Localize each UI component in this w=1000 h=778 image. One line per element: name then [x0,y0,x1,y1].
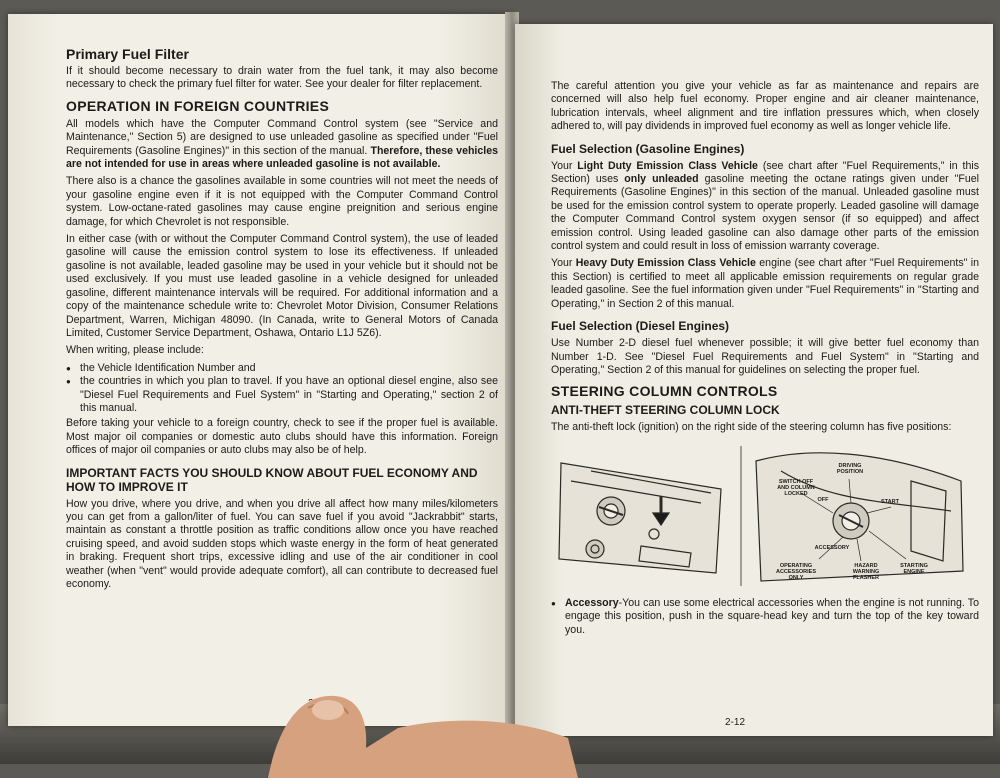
heavy-duty-text-c: engine (see chart after "Fuel Requirements" in this Section) is certified to meet all applicable emission requirements on regular grade leaded gasoline. See the fuel information given under "Fuel Requirements" in "Starting and Operating," in Section 2 of this manual. [551,257,979,310]
important-facts-heading: IMPORTANT FACTS YOU SHOULD KNOW ABOUT FUEL ECONOMY AND HOW TO IMPROVE IT [66,465,478,494]
label-start: START [881,498,899,505]
light-duty-bold-class: Light Duty Emission Class Vehicle [577,159,758,172]
hand-photo [248,688,578,778]
right-page [515,24,993,736]
heavy-duty-paragraph [551,257,979,311]
heavy-duty-text-a: Your [551,257,573,270]
ignition-lock-illustration [551,441,971,591]
foreign-countries-paragraph-4: When writing, please include: [66,344,204,357]
foreign-countries-paragraph-2: There also is a chance the gasolines available in some countries will not meet the needs of your gasoline engine even if it is not equipped with the Computer Command Control system. Low-octane-rated gasolines may cause engine preignition and serious engine damage, for which Chevrolet is not responsible. [66,175,498,228]
label-accessory: ACCESSORY [814,544,850,551]
heavy-duty-bold-class: Heavy Duty Emission Class Vehicle [575,257,756,270]
label-starting-engine: STARTING ENGINE [900,562,928,575]
left-page [8,14,513,726]
left-page-content [66,46,498,595]
right-page-number: 2-12 [725,717,746,728]
light-duty-text-d: gasoline meeting the octane ratings given under "Fuel Requirements (Gasoline Engines)" in this section of the manual. Unleaded gasoline must be used for the emission control system to operate properly. Leaded gasoline will damage the Computer Command Control system oxygen sensor (if so equipped) and affect emission control. Using leaded gasoline can also damage other parts of the emission control system and could result in loss of emission warranty coverage. [551,173,980,253]
label-driving-position: DRIVING POSITION [836,462,864,475]
maintenance-intro: The careful attention you give your vehicle as far as maintenance and repairs are concerned will also help fuel economy. Proper engine and air cleaner maintenance, lubrication intervals, wheel alignment and tire inflation pressures which, when closely adhered to, will pay dividends in improved fuel economy as well as longer vehicle life. [551,80,979,133]
important-facts-text: How you drive, where you drive, and when you drive all affect how many miles/kilometers you can get from a gallon/liter of fuel. You can save fuel if you avoid "Jackrabbit" starts, maintain as constant a throttle position as traffic conditions allow once you have reached cruising speed, and avoid sudden stops which waste energy in the form of heat generated in braking. Frequent short trips, excessive idling and use of the air conditioner in cool weather (when "vent" would provide adequate comfort), all can contribute to decreased fuel economy. [66,497,498,590]
anti-theft-lock-heading: ANTI-THEFT STEERING COLUMN LOCK [551,403,780,418]
foreign-countries-p1-text: All models which have the Computer Command Control system (see "Service and Maintenance," Section 5) are designed to use unleaded gasoline as specified under "Fuel Requirements (Gasoline Engines)" in this section of the manual. [66,117,498,157]
light-duty-bold-unleaded: only unleaded [624,173,699,186]
foreign-countries-paragraph-5: Before taking your vehicle to a foreign country, check to see if the proper fuel is available. Most major oil companies or domestic auto clubs should have this information. Foreign offices of major oil companies or auto clubs may also be of help. [66,417,498,457]
primary-fuel-filter-heading: Primary Fuel Filter [66,46,189,62]
label-hazard-flasher: HAZARD WARNING FLASHER [852,562,880,581]
foreign-countries-paragraph-3: In either case (with or without the Computer Command Control system), the use of leaded gasoline will cause the emission control system to lose its effectiveness. If unleaded gasoline is not available, leaded gasoline may be used in your vehicle but it should not be used exclusively. If you must use leaded gasoline in a vehicle designed for unleaded gasoline, different maintenance intervals will be required. For additional information and a copy of the maintenance schedule write to: Chevrolet Motor Division, Consumer Relations Department, Warren, Michigan 48090. (In Canada, write to General Motors of Canada Limited, Customer Service Department, Oshawa, Ontario L1J 5Z6). [66,233,498,339]
right-page-content [551,80,979,639]
light-duty-paragraph [551,160,979,254]
foreign-countries-paragraph-1 [66,118,498,172]
foreign-countries-p1-bold: Therefore, these vehicles are not intended for use in areas where unleaded gasoline is not available. [66,144,498,171]
fuel-selection-gasoline-heading: Fuel Selection (Gasoline Engines) [551,141,745,156]
list-item: ● the countries in which you plan to travel. If you have an optional diesel engine, also see "Diesel Fuel Requirements and Fuel System" in "Starting and Operating," section 2 of this manual. [66,375,498,415]
label-operating-accessories: OPERATING ACCESSORIES ONLY [775,562,817,581]
label-off: OFF [817,496,829,503]
light-duty-text-a: Your [551,159,573,172]
fuel-selection-diesel-heading: Fuel Selection (Diesel Engines) [551,319,730,334]
primary-fuel-filter-text: If it should become necessary to drain water from the fuel tank, it may also become necessary to check the primary fuel filter for water. See your dealer for filter replacement. [66,65,498,91]
light-duty-text-c: (see chart after "Fuel Requirements," in this Section) uses [551,159,979,186]
include-list [66,362,498,416]
lock-positions-list [551,597,979,637]
accessory-position-text: -You can use some electrical accessories when the engine is not running. To engage this position, push in the square-head key and turn the top of the key toward you. [565,596,979,636]
steering-column-heading: STEERING COLUMN CONTROLS [551,383,778,400]
accessory-position-label: Accessory [565,596,619,609]
diesel-paragraph: Use Number 2-D diesel fuel whenever possible; it will give better fuel economy than Number 1-D. See "Diesel Fuel Requirements and Fuel System" in "Starting and Operating," Section 2 of this manual for guidelines on selecting the proper fuel. [551,337,979,376]
anti-theft-lock-text: The anti-theft lock (ignition) on the right side of the steering column has five positions: [551,421,952,434]
foreign-countries-heading: OPERATION IN FOREIGN COUNTRIES [66,97,330,114]
label-switch-off: SWITCH OFF AND COLUMN LOCKED [777,478,815,497]
list-item [551,597,979,637]
list-item: ● the Vehicle Identification Number and [66,362,498,375]
